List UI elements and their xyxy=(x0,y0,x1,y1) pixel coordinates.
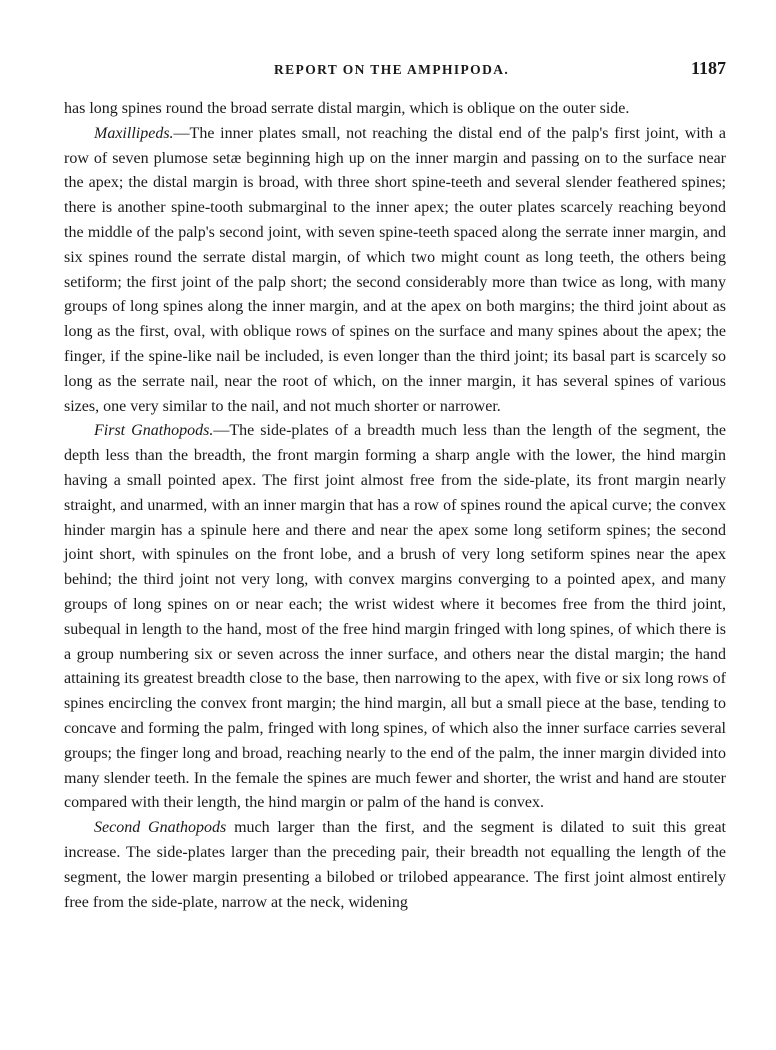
page-number: 1187 xyxy=(690,58,726,78)
paragraph-text: much larger than the first, and the segment is dilated to suit this great increase. The side-plates larger than the preceding pair, their breadth not equalling the length of the segment, the lower margin presenting a bilobed or trilobed appearance. The first joint almost entirely free from the side-plate, narrow at the neck, widening xyxy=(64,819,726,911)
section-heading-maxillipeds: Maxillipeds. xyxy=(94,124,174,142)
paragraph-text: —The side-plates of a breadth much less than the length of the segment, the depth less than the breadth, the front margin forming a sharp angle with the lower, the hind margin having a small pointed apex. The first joint almost free from the side-plate, its front margin nearly straight, and unarmed, with an inner margin that has a row of spines round the apical curve; the convex hinder margin has a spinule here and there and near the apex some long setiform spines; the second joint short, with spinules on the front lobe, and a brush of very long setiform spines near the apex behind; the third joint not very long, with convex margins converging to a pointed apex, and many groups of long spines on or near each; the wrist widest where it becomes free from the third joint, subequal in length to the hand, most of the free hind margin fringed with long spines, of which there is a group numbering six or seven across the inner surface, and others near the distal margin; the hand attaining its greatest breadth close to the base, then narrowing to the apex, with five or six long rows of spines encircling the convex front margin; the hind margin, all but a small piece at the base, tending to concave and forming the palm, fringed with long spines, of which also the inner surface carries several groups; the finger long and broad, reaching nearly to the end of the palm, the inner margin divided into many slender teeth. In the female the spines are much fewer and shorter, the wrist and hand are stouter compared with their length, the hind margin or palm of the hand is convex. xyxy=(64,422,727,812)
page-header xyxy=(64,58,726,82)
paragraph-first-gnathopods xyxy=(64,419,726,816)
paragraph-continuation xyxy=(64,97,726,122)
section-heading-first-gnathopods: First Gnathopods. xyxy=(94,422,214,440)
running-title: REPORT ON THE AMPHIPODA. xyxy=(274,62,510,77)
paragraph-second-gnathopods xyxy=(64,816,726,915)
section-heading-second-gnathopods: Second Gnathopods xyxy=(94,819,227,837)
body-text xyxy=(64,97,726,915)
paragraph-text: —The inner plates small, not reaching the distal end of the palp's first joint, with a row of seven plumose setæ beginning high up on the inner margin and passing on to the surface near the apex; the distal margin is broad, with three short spine-teeth and several slender feathered spines; there is another spine-tooth submarginal to the inner apex; the outer plates scarcely reaching beyond the middle of the palp's second joint, with seven spine-teeth spaced along the serrate inner margin, and six spines round the serrate distal margin, of which two might count as long teeth, the others being setiform; the first joint of the palp short; the second considerably more than twice as long, with many groups of long spines along the inner margin, and at the apex on both margins; the third joint about as long as the first, oval, with oblique rows of spines on the surface and many spines about the apex; the finger, if the spine-like nail be included, is even longer than the third joint; its basal part is scarcely so long as the serrate nail, near the root of which, on the inner margin, it has several spines of various sizes, one very similar to the nail, and not much shorter or narrower. xyxy=(64,124,726,415)
paragraph-maxillipeds xyxy=(64,122,726,420)
paragraph-text: has long spines round the broad serrate distal margin, which is oblique on the outer side. xyxy=(64,100,630,117)
